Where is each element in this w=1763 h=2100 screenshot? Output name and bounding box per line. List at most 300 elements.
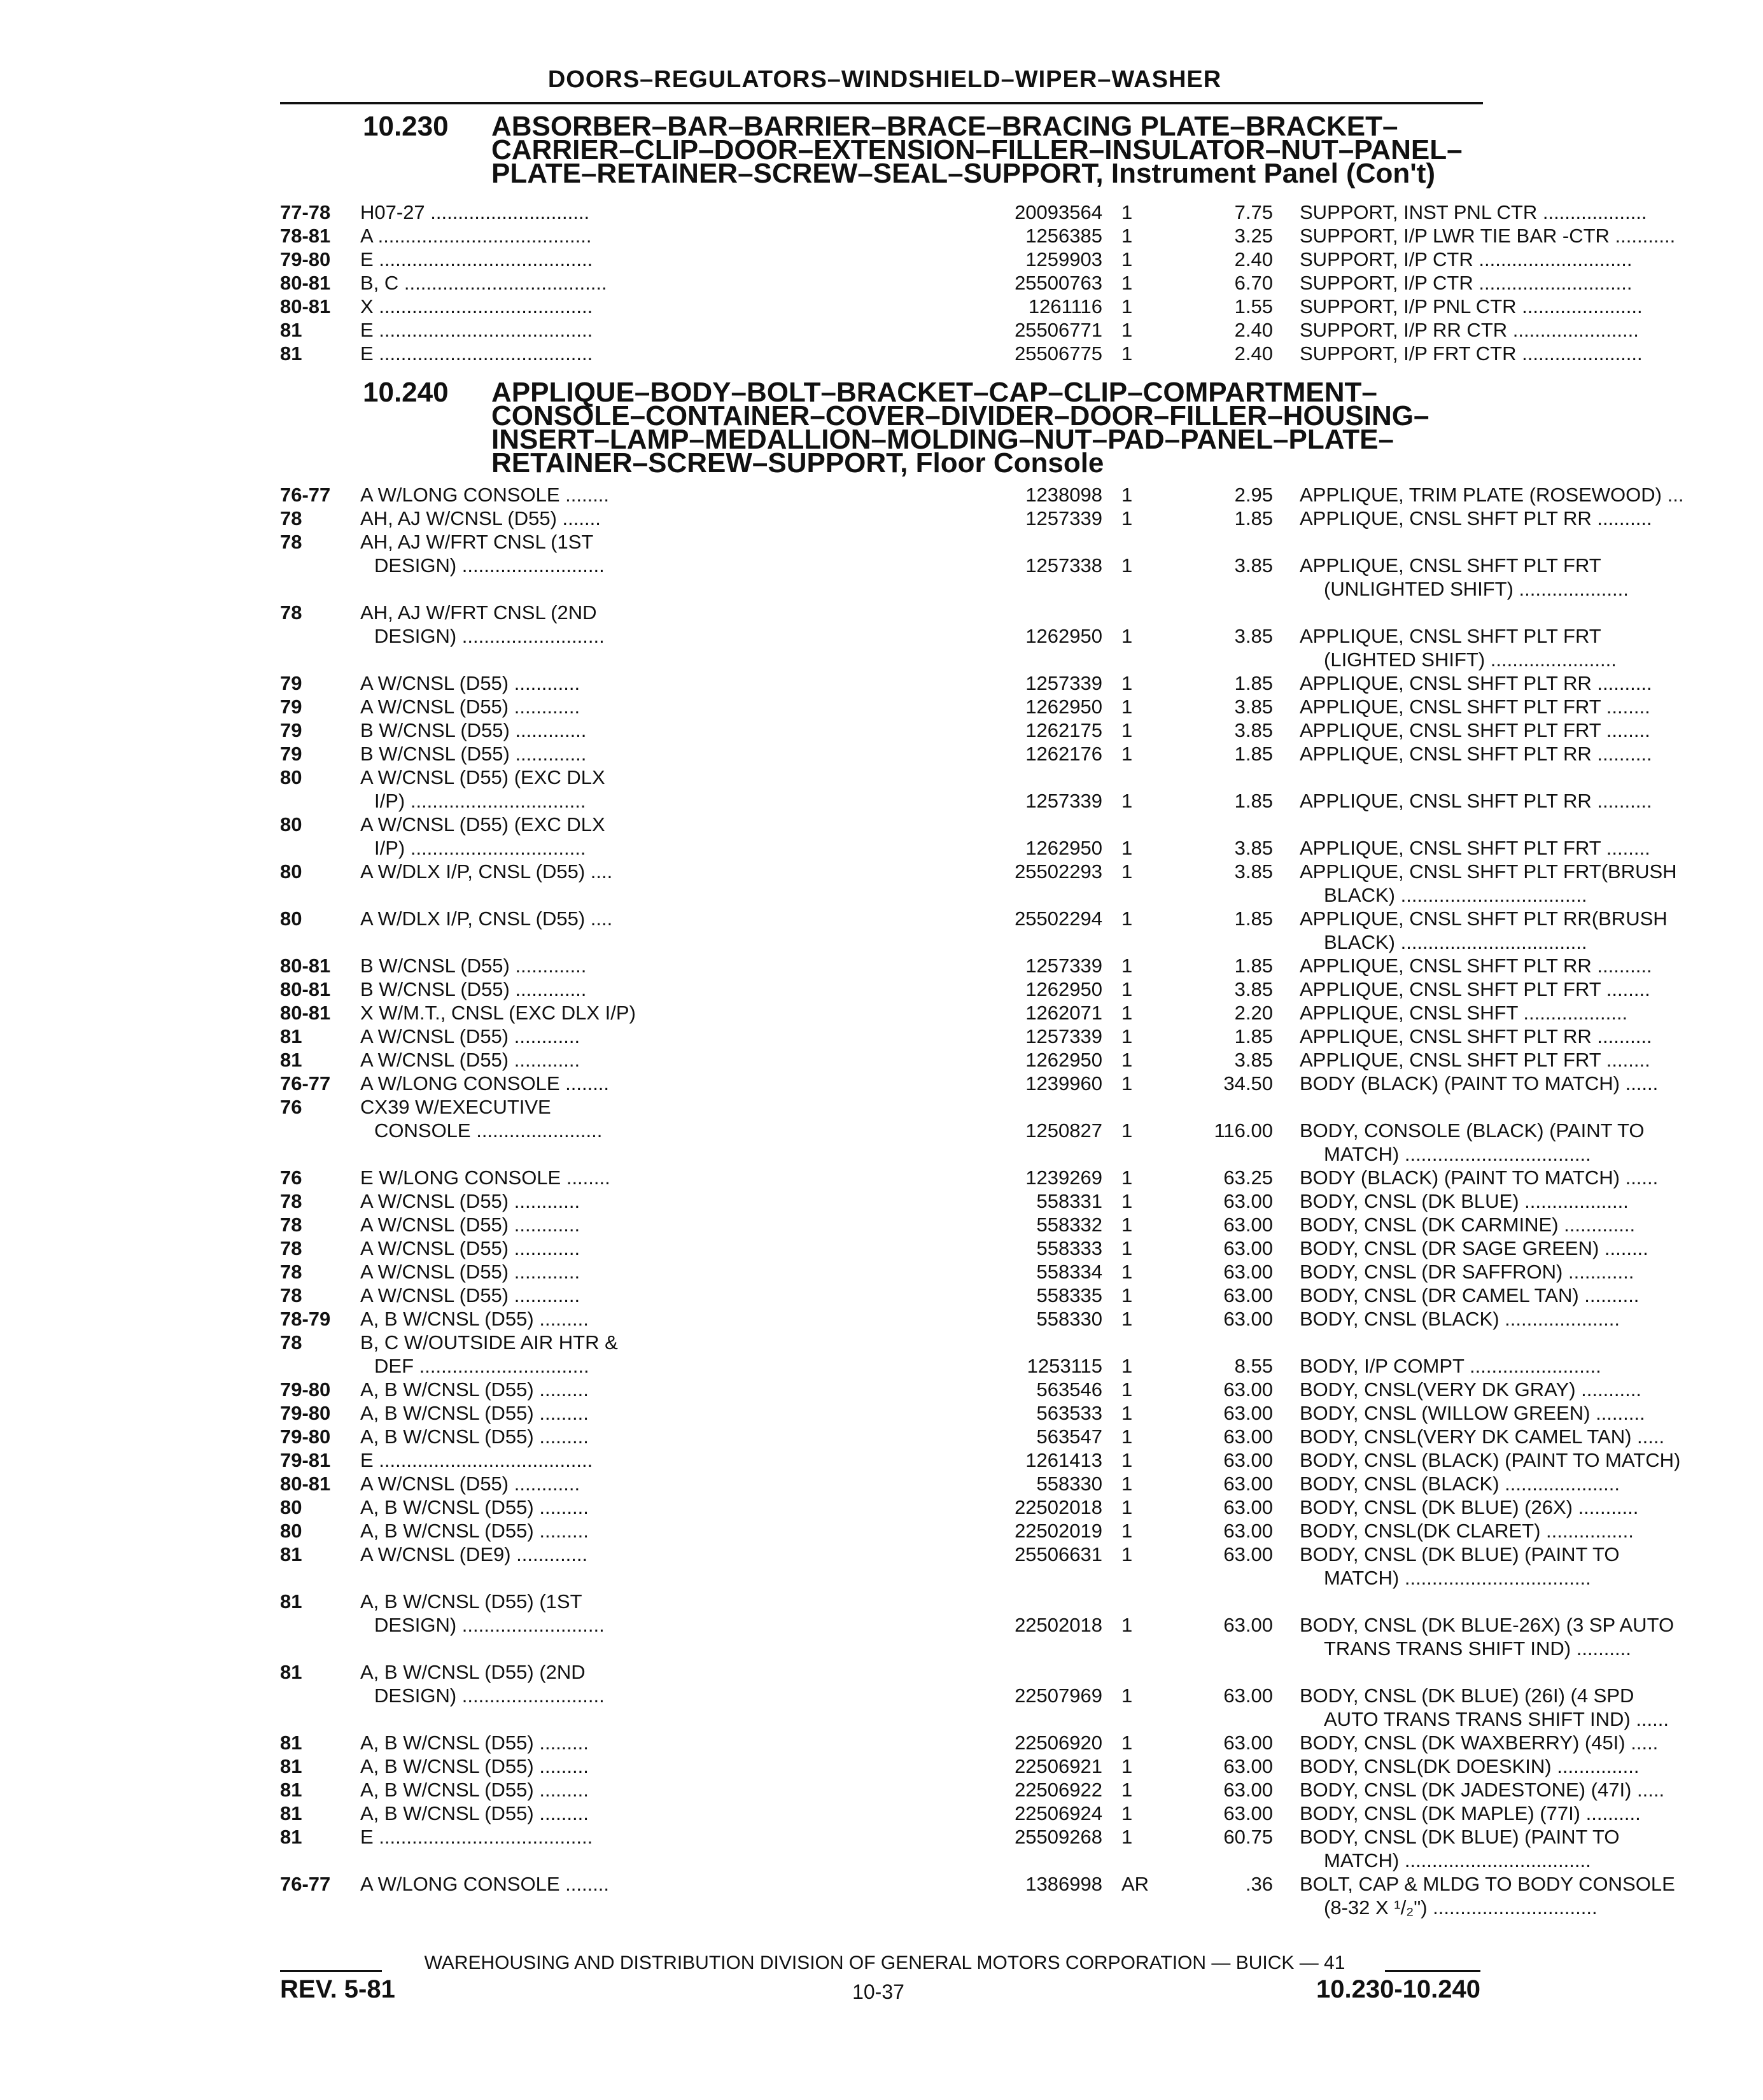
price: 3.85 [1234,837,1273,859]
model-year: 78 [280,1331,302,1354]
quantity: 1 [1121,342,1133,365]
table-row [280,1849,1591,1873]
table-row [280,507,1652,531]
part-name: APPLIQUE, CNSL SHFT PLT FRT ........ [1300,696,1650,718]
revision-label: REV. 5-81 [280,1975,395,2003]
usage-description: A W/LONG CONSOLE ........ [360,1072,610,1095]
quantity: 1 [1121,1755,1133,1777]
table-row [280,601,1483,625]
usage-description: A W/CNSL (D55) ............ [360,1049,580,1071]
table-row [280,1826,1620,1849]
model-year: 79-80 [280,1402,331,1424]
part-number: 1262950 [1025,696,1102,718]
price: 63.00 [1223,1755,1273,1777]
section-title [491,377,1484,479]
table-row [280,295,1643,319]
table-row [280,1802,1641,1826]
part-number: 22502018 [1015,1496,1102,1518]
part-number: 22507969 [1015,1684,1102,1707]
price: 1.85 [1234,790,1273,812]
part-number: 1239960 [1025,1072,1102,1095]
part-number: 558333 [1036,1237,1102,1259]
quantity: 1 [1121,1214,1133,1236]
model-year: 80-81 [280,1473,331,1495]
table-row [280,248,1633,272]
usage-description: A W/CNSL (D55) ............ [360,1261,580,1283]
quantity: 1 [1121,554,1133,577]
part-name: SUPPORT, I/P CTR ............................ [1300,248,1633,270]
section-range: 10.230-10.240 [1316,1975,1480,2003]
part-name: SUPPORT, I/P FRT CTR ...................... [1300,342,1643,365]
table-row [280,1096,1483,1119]
part-name: MATCH) .................................. [1324,1143,1591,1165]
table-row [280,531,1483,554]
model-year: 78-81 [280,225,331,247]
part-number: 558330 [1036,1308,1102,1330]
table-row [280,625,1601,648]
table-row [280,1355,1601,1378]
part-name: APPLIQUE, CNSL SHFT PLT RR .......... [1300,743,1652,765]
quantity: 1 [1121,1072,1133,1095]
part-number: 22506924 [1015,1802,1102,1824]
part-number: 1257339 [1025,1025,1102,1047]
part-name: BODY, CNSL (DK BLUE) ................... [1300,1190,1629,1212]
usage-description: A, B W/CNSL (D55) ......... [360,1520,589,1542]
part-name: BLACK) .................................. [1324,931,1587,953]
section-title [491,111,1484,189]
quantity: 1 [1121,319,1133,341]
section-number: 10.240 [363,377,449,408]
usage-description: A, B W/CNSL (D55) ......... [360,1732,589,1754]
usage-description: DEF ............................... [374,1355,589,1377]
table-row [280,884,1587,907]
usage-description: A, B W/CNSL (D55) ......... [360,1402,589,1424]
part-name: AUTO TRANS TRANS SHIFT IND) ...... [1324,1708,1669,1730]
model-year: 78 [280,1190,302,1212]
table-row [280,837,1650,860]
table-row [280,813,1483,837]
price: 2.40 [1234,342,1273,365]
usage-description: A, B W/CNSL (D55) ......... [360,1802,589,1824]
quantity: 1 [1121,672,1133,694]
table-row [280,1025,1652,1049]
model-year: 77-78 [280,201,331,223]
quantity: AR [1121,1873,1149,1895]
price: 2.20 [1234,1002,1273,1024]
part-name: BODY, CNSL (BLACK) ..................... [1300,1473,1620,1495]
quantity: 1 [1121,955,1133,977]
usage-description: A W/DLX I/P, CNSL (D55) .... [360,860,613,883]
table-row [280,1190,1629,1214]
part-name: (UNLIGHTED SHIFT) .................... [1324,578,1629,600]
quantity: 1 [1121,837,1133,859]
price: 2.40 [1234,319,1273,341]
price: 1.85 [1234,955,1273,977]
model-year: 80-81 [280,1002,331,1024]
part-number: 22506922 [1015,1779,1102,1801]
quantity: 1 [1121,295,1133,318]
usage-description: AH, AJ W/CNSL (D55) ....... [360,507,601,529]
quantity: 1 [1121,743,1133,765]
model-year: 81 [280,1779,302,1801]
price: 7.75 [1234,201,1273,223]
quantity: 1 [1121,1378,1133,1401]
section-title-line: CONSOLE–CONTAINER–COVER–DIVIDER–DOOR–FILLER–HOUSING– [491,400,1429,431]
model-year: 79 [280,743,302,765]
quantity: 1 [1121,1425,1133,1448]
model-year: 81 [280,1661,302,1683]
part-name: APPLIQUE, CNSL SHFT PLT RR .......... [1300,1025,1652,1047]
model-year: 79-80 [280,1425,331,1448]
part-number: 1259903 [1025,248,1102,270]
model-year: 80-81 [280,955,331,977]
table-row [280,766,1483,790]
usage-description: A, B W/CNSL (D55) ......... [360,1425,589,1448]
part-name: APPLIQUE, TRIM PLATE (ROSEWOOD) ... [1300,484,1684,506]
table-row [280,1402,1645,1425]
part-number: 1262950 [1025,837,1102,859]
part-name: SUPPORT, I/P LWR TIE BAR -CTR ........... [1300,225,1676,247]
price: 63.00 [1223,1473,1273,1495]
part-name: APPLIQUE, CNSL SHFT PLT FRT ........ [1300,1049,1650,1071]
quantity: 1 [1121,1543,1133,1565]
price: 63.00 [1223,1802,1273,1824]
table-row [280,1637,1631,1661]
usage-description: A, B W/CNSL (D55) (2ND [360,1661,586,1683]
part-number: 22502019 [1015,1520,1102,1542]
price: 34.50 [1223,1072,1273,1095]
usage-description: A, B W/CNSL (D55) ......... [360,1779,589,1801]
table-row [280,1049,1650,1072]
quantity: 1 [1121,1025,1133,1047]
price: 63.25 [1223,1166,1273,1189]
quantity: 1 [1121,790,1133,812]
model-year: 76-77 [280,1072,331,1095]
usage-description: E ....................................... [360,248,593,270]
quantity: 1 [1121,860,1133,883]
part-name: SUPPORT, I/P RR CTR ....................... [1300,319,1639,341]
parts-table [280,201,1676,366]
quantity: 1 [1121,248,1133,270]
quantity: 1 [1121,1166,1133,1189]
table-row [280,225,1676,248]
part-number: 25506631 [1015,1543,1102,1565]
part-number: 1239269 [1025,1166,1102,1189]
model-year: 81 [280,1543,302,1565]
usage-description: A W/DLX I/P, CNSL (D55) .... [360,907,613,930]
model-year: 80 [280,1496,302,1518]
usage-description: B W/CNSL (D55) ............. [360,955,587,977]
quantity: 1 [1121,201,1133,223]
model-year: 76-77 [280,484,331,506]
usage-description: A W/LONG CONSOLE ........ [360,484,610,506]
quantity: 1 [1121,1261,1133,1283]
model-year: 80 [280,907,302,930]
quantity: 1 [1121,907,1133,930]
usage-description: E ....................................... [360,1826,593,1848]
part-name: APPLIQUE, CNSL SHFT PLT FRT(BRUSH [1300,860,1677,883]
usage-description: A W/CNSL (D55) ............ [360,1025,580,1047]
usage-description: A W/CNSL (D55) ............ [360,1473,580,1495]
model-year: 79-80 [280,248,331,270]
price: 63.00 [1223,1449,1273,1471]
table-row [280,1496,1639,1520]
usage-description: A W/CNSL (D55) ............ [360,1284,580,1306]
price: 1.85 [1234,507,1273,529]
quantity: 1 [1121,1779,1133,1801]
section-title-line: PLATE–RETAINER–SCREW–SEAL–SUPPORT, Instrument Panel (Con't) [491,158,1436,189]
price: 3.25 [1234,225,1273,247]
usage-description: A, B W/CNSL (D55) (1ST [360,1590,582,1613]
part-number: 1257339 [1025,955,1102,977]
part-name: BODY (BLACK) (PAINT TO MATCH) ...... [1300,1166,1659,1189]
part-name: SUPPORT, I/P PNL CTR ...................... [1300,295,1643,318]
price: 116.00 [1214,1119,1273,1142]
quantity: 1 [1121,1190,1133,1212]
part-name: BODY, CNSL (DK BLUE) (26X) ........... [1300,1496,1639,1518]
model-year: 76 [280,1166,302,1189]
quantity: 1 [1121,1119,1133,1142]
usage-description: AH, AJ W/FRT CNSL (2ND [360,601,597,624]
table-row [280,554,1601,578]
model-year: 76 [280,1096,302,1118]
table-row [280,1072,1659,1096]
table-row [280,1119,1645,1143]
usage-description: A W/LONG CONSOLE ........ [360,1873,610,1895]
part-number: 563533 [1036,1402,1102,1424]
model-year: 78 [280,601,302,624]
quantity: 1 [1121,625,1133,647]
price: 63.00 [1223,1614,1273,1636]
part-name: APPLIQUE, CNSL SHFT PLT FRT ........ [1300,978,1650,1000]
usage-description: CX39 W/EXECUTIVE [360,1096,551,1118]
part-name: BOLT, CAP & MLDG TO BODY CONSOLE [1300,1873,1675,1895]
page-header-title: DOORS–REGULATORS–WINDSHIELD–WIPER–WASHER [547,66,1222,93]
part-name: BODY, CNSL(VERY DK GRAY) ........... [1300,1378,1641,1401]
model-year: 78 [280,1214,302,1236]
usage-description: E ....................................... [360,319,593,341]
price: 63.00 [1223,1779,1273,1801]
part-number: 1261116 [1028,295,1102,318]
table-row [280,1166,1659,1190]
price: 3.85 [1234,719,1273,741]
table-row [280,1755,1640,1779]
usage-description: X W/M.T., CNSL (EXC DLX I/P) [360,1002,636,1024]
table-row [280,1331,1483,1355]
usage-description: A ....................................... [360,225,592,247]
usage-description: B W/CNSL (D55) ............. [360,719,587,741]
table-row [280,1143,1591,1166]
part-name: (8-32 X ¹/₂") .............................. [1324,1896,1598,1919]
price: 63.00 [1223,1402,1273,1424]
quantity: 1 [1121,272,1133,294]
part-name: BODY, CNSL (BLACK) ..................... [1300,1308,1620,1330]
part-name: APPLIQUE, CNSL SHFT PLT FRT [1300,625,1601,647]
quantity: 1 [1121,1614,1133,1636]
model-year: 81 [280,1732,302,1754]
table-row [280,1284,1640,1308]
quantity: 1 [1121,1496,1133,1518]
table-row [280,648,1617,672]
part-number: 25509268 [1015,1826,1102,1848]
price: 63.00 [1223,1190,1273,1212]
model-year: 80 [280,813,302,836]
part-number: 25506775 [1015,342,1102,365]
usage-description: E W/LONG CONSOLE ........ [360,1166,610,1189]
part-name: BODY, CNSL (DK MAPLE) (77I) .......... [1300,1802,1641,1824]
table-row [280,1002,1628,1025]
usage-description: B, C ..................................... [360,272,607,294]
price: 2.95 [1234,484,1273,506]
part-name: BODY, CNSL (DK CARMINE) ............. [1300,1214,1636,1236]
model-year: 78 [280,531,302,553]
table-row [280,1873,1675,1896]
part-name: BODY, CNSL (DR SAFFRON) ............ [1300,1261,1634,1283]
model-year: 81 [280,1826,302,1848]
usage-description: CONSOLE ....................... [374,1119,603,1142]
usage-description: A, B W/CNSL (D55) ......... [360,1308,589,1330]
quantity: 1 [1121,484,1133,506]
part-name: BODY, CNSL(VERY DK CAMEL TAN) ..... [1300,1425,1665,1448]
price: .36 [1245,1873,1273,1895]
model-year: 81 [280,1025,302,1047]
table-row [280,319,1639,342]
part-number: 1238098 [1025,484,1102,506]
usage-description: A W/CNSL (D55) (EXC DLX [360,813,605,836]
quantity: 1 [1121,1049,1133,1071]
part-name: TRANS TRANS SHIFT IND) .......... [1324,1637,1631,1660]
part-name: BODY, CNSL (DK BLUE) (26I) (4 SPD [1300,1684,1634,1707]
part-number: 20093564 [1015,201,1102,223]
footer-publisher-line: WAREHOUSING AND DISTRIBUTION DIVISION OF GENERAL MOTORS CORPORATION — BUICK — 41 [424,1952,1345,1973]
usage-description: B W/CNSL (D55) ............. [360,743,587,765]
table-row [280,955,1652,978]
model-year: 76-77 [280,1873,331,1895]
model-year: 79-81 [280,1449,331,1471]
price: 63.00 [1223,1284,1273,1306]
model-year: 81 [280,319,302,341]
quantity: 1 [1121,1449,1133,1471]
model-year: 81 [280,1590,302,1613]
part-number: 22506921 [1015,1755,1102,1777]
quantity: 1 [1121,1826,1133,1848]
usage-description: DESIGN) .......................... [374,625,605,647]
usage-description: DESIGN) .......................... [374,1614,605,1636]
footer-rule-right [1385,1970,1480,1972]
table-row [280,1684,1634,1708]
quantity: 1 [1121,1284,1133,1306]
table-row [280,1567,1591,1590]
model-year: 78 [280,1261,302,1283]
part-number: 1386998 [1025,1873,1102,1895]
usage-description: A, B W/CNSL (D55) ......... [360,1378,589,1401]
usage-description: A W/CNSL (D55) ............ [360,696,580,718]
part-number: 25502293 [1015,860,1102,883]
price: 63.00 [1223,1425,1273,1448]
part-name: BODY, CNSL (DR CAMEL TAN) .......... [1300,1284,1640,1306]
part-name: APPLIQUE, CNSL SHFT PLT FRT [1300,554,1601,577]
usage-description: A W/CNSL (D55) ............ [360,672,580,694]
price: 1.85 [1234,743,1273,765]
model-year: 78 [280,507,302,529]
usage-description: A W/CNSL (D55) ............ [360,1214,580,1236]
part-number: 563547 [1036,1425,1102,1448]
part-number: 1262176 [1025,743,1102,765]
model-year: 81 [280,342,302,365]
quantity: 1 [1121,1473,1133,1495]
quantity: 1 [1121,1308,1133,1330]
part-name: SUPPORT, INST PNL CTR ................... [1300,201,1647,223]
quantity: 1 [1121,978,1133,1000]
usage-description: A W/CNSL (D55) ............ [360,1190,580,1212]
part-name: APPLIQUE, CNSL SHFT PLT FRT ........ [1300,719,1650,741]
usage-description: E ....................................... [360,342,593,365]
price: 63.00 [1223,1237,1273,1259]
usage-description: E ....................................... [360,1449,593,1471]
usage-description: A, B W/CNSL (D55) ......... [360,1496,589,1518]
part-number: 1253115 [1027,1355,1102,1377]
price: 1.55 [1234,295,1273,318]
part-name: BODY, CNSL(DK CLARET) ................ [1300,1520,1634,1542]
model-year: 79 [280,696,302,718]
price: 63.00 [1223,1214,1273,1236]
parts-table [280,484,1684,1920]
usage-description: B W/CNSL (D55) ............. [360,978,587,1000]
part-name: BODY, CNSL (DK WAXBERRY) (45I) ..... [1300,1732,1659,1754]
model-year: 79 [280,719,302,741]
part-number: 558331 [1036,1190,1102,1212]
model-year: 81 [280,1049,302,1071]
usage-description: A W/CNSL (D55) (EXC DLX [360,766,605,788]
part-name: APPLIQUE, CNSL SHFT PLT FRT ........ [1300,837,1650,859]
table-row [280,1308,1620,1331]
model-year: 80-81 [280,295,331,318]
model-year: 80 [280,1520,302,1542]
quantity: 1 [1121,1237,1133,1259]
part-name: BODY, CNSL (BLACK) (PAINT TO MATCH) [1300,1449,1681,1471]
usage-description: I/P) ................................ [374,790,586,812]
model-year: 78-79 [280,1308,331,1330]
table-row [280,719,1650,743]
table-row [280,201,1647,225]
table-row [280,696,1650,719]
part-number: 1262950 [1025,978,1102,1000]
table-row [280,1237,1648,1261]
price: 63.00 [1223,1308,1273,1330]
part-number: 1262175 [1025,719,1102,741]
usage-description: A, B W/CNSL (D55) ......... [360,1755,589,1777]
price: 63.00 [1223,1261,1273,1283]
quantity: 1 [1121,225,1133,247]
table-row [280,1261,1634,1284]
price: 3.85 [1234,978,1273,1000]
quantity: 1 [1121,1802,1133,1824]
usage-description: AH, AJ W/FRT CNSL (1ST [360,531,594,553]
part-name: BLACK) .................................. [1324,884,1587,906]
part-name: SUPPORT, I/P CTR ............................ [1300,272,1633,294]
table-row [280,1543,1620,1567]
part-number: 1257339 [1025,507,1102,529]
part-name: BODY, CONSOLE (BLACK) (PAINT TO [1300,1119,1645,1142]
part-number: 558332 [1036,1214,1102,1236]
part-number: 1262950 [1025,625,1102,647]
usage-description: H07-27 ............................. [360,201,590,223]
part-name: (LIGHTED SHIFT) ....................... [1324,648,1617,671]
part-name: BODY, CNSL (DR SAGE GREEN) ........ [1300,1237,1648,1259]
price: 63.00 [1223,1543,1273,1565]
price: 63.00 [1223,1520,1273,1542]
section-title-line: ABSORBER–BAR–BARRIER–BRACE–BRACING PLATE–BRACKET– [491,111,1398,142]
